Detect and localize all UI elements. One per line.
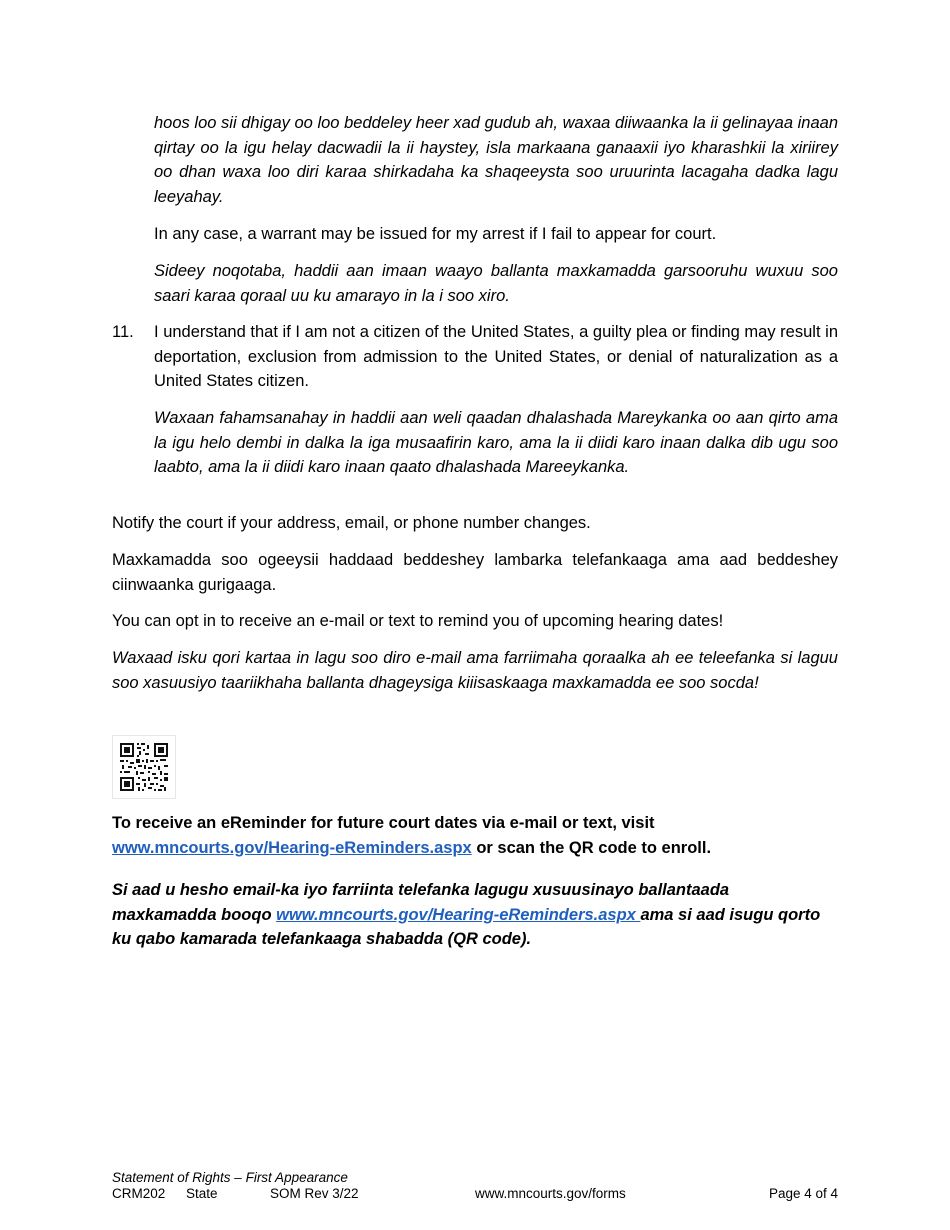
footer-page-number: Page 4 of 4: [768, 1186, 838, 1201]
footer-state: State: [186, 1186, 218, 1201]
item11-somali: Waxaan fahamsanahay in haddii aan weli qaadan dhalashada Mareykanka oo aan qirto ama la igu helo dembi in dalka la iga musaafirin karo, ama la ii diidi karo inaan dalka dib ugu soo laabto, ama la ii diidi karo inaan qaato dhalashada Mareeykanka.: [154, 409, 838, 476]
item10-somali-continuation: hoos loo sii dhigay oo loo beddeley heer xad gudub ah, waxaa diiwaanka la ii gelinayaa inaan qirtay oo la igu helay dacwadii la ii haystey, isla markaana ganaaxii iyo kharashkii la xiriirey oo dhan waxa loo diri karaa shirkadaha ka shaqeeysta soo uruurinta lacagaha dadka lagu leeyahay.: [154, 114, 838, 206]
item11-number: 11.: [112, 323, 134, 341]
ereminder-somali-link[interactable]: www.mncourts.gov/Hearing-eReminders.aspx: [276, 905, 641, 924]
footer-form-number: CRM202: [112, 1186, 166, 1201]
item10-english-warrant: In any case, a warrant may be issued for my arrest if I fail to appear for court.: [154, 225, 717, 243]
item11-english: I understand that if I am not a citizen of the United States, a guilty plea or finding may result in deportation, exclusion from admission to the United States, or denial of naturalization as a United States citizen.: [154, 323, 838, 390]
ereminder-somali-post: ama si aad isugu qorto ku qabo kamarada telefankaaga shabadda (QR code).: [112, 905, 821, 948]
footer-url: www.mncourts.gov/forms: [475, 1186, 626, 1201]
ereminder-english-pre: To receive an eReminder for future court dates via e-mail or text, visit: [112, 814, 655, 832]
footer-language-revision: SOM Rev 3/22: [270, 1186, 359, 1201]
optin-somali: Waxaad isku qori kartaa in lagu soo diro e-mail ama farriimaha qoraalka ah ee teleefanka si laguu soo xasuusiyo taariikhaha ballanta dhageysiga kiiisaskaaga maxkamadda ee soo socda!: [112, 649, 838, 692]
ereminder-somali-pre: Si aad u hesho email-ka iyo farriinta telefanka lagugu xusuusinayo ballantaada maxkamadda booqo: [112, 881, 730, 924]
ereminder-english-post: or scan the QR code to enroll.: [471, 838, 712, 857]
footer-title: Statement of Rights – First Appearance: [112, 1170, 348, 1185]
optin-english: You can opt in to receive an e-mail or text to remind you of upcoming hearing dates!: [112, 612, 724, 630]
notify-somali: Maxkamadda soo ogeeysii haddaad beddeshey lambarka telefankaaga ama aad beddeshey ciinwaanka gurigaaga.: [112, 551, 838, 594]
item10-somali-warrant: Sideey noqotaba, haddii aan imaan waayo ballanta maxkamadda garsooruhu wuxuu soo saari karaa qoraal uu ku amarayo in la i soo xiro.: [154, 262, 838, 305]
ereminder-english: [112, 811, 838, 860]
ereminder-link[interactable]: www.mncourts.gov/Hearing-eReminders.aspx: [112, 838, 472, 857]
qr-code-icon[interactable]: [112, 735, 176, 799]
notify-english: Notify the court if your address, email, or phone number changes.: [112, 514, 591, 532]
ereminder-somali: [112, 878, 838, 952]
